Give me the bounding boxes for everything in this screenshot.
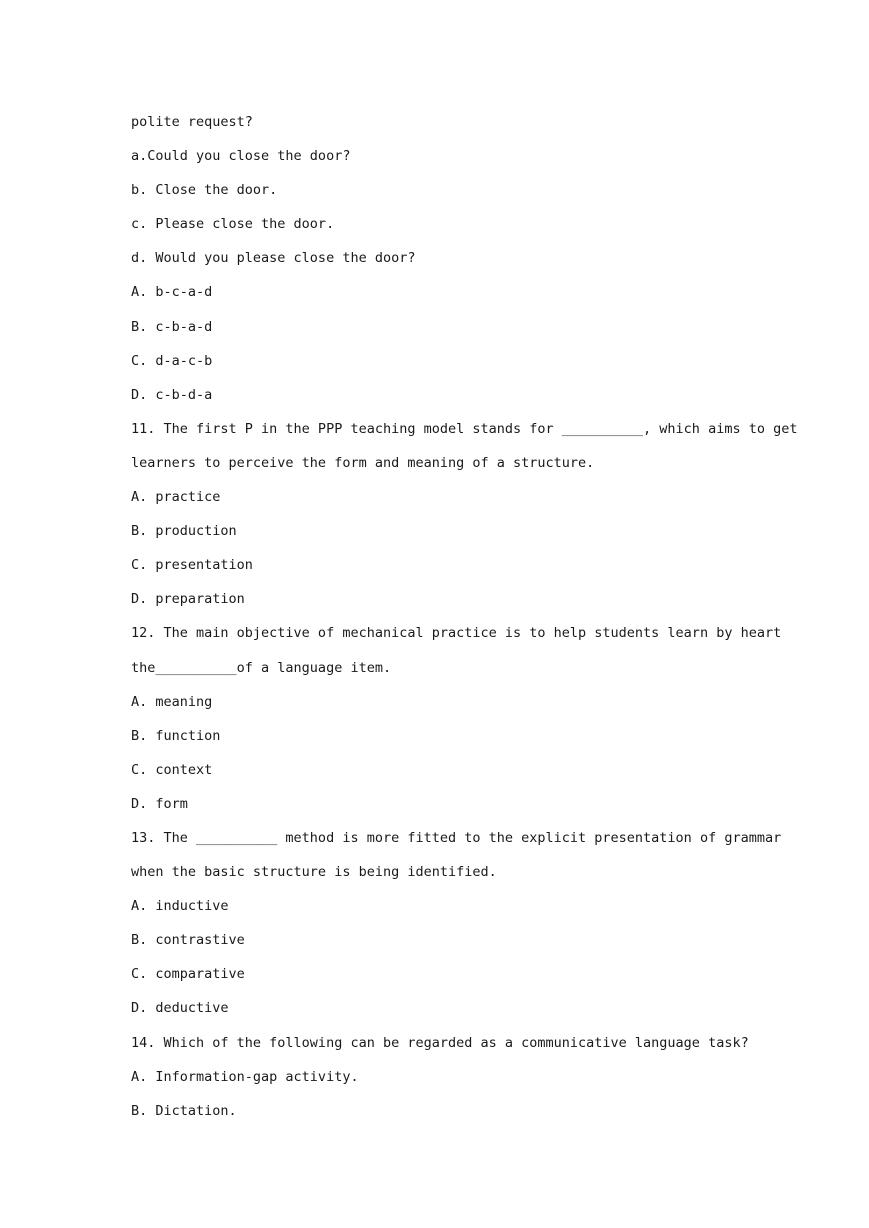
question-12-text-cont: the__________of a language item. (131, 659, 392, 676)
q12-option-d: D. form (131, 795, 188, 812)
option-b: B. c-b-a-d (131, 318, 213, 335)
q11-option-c: C. presentation (131, 557, 253, 574)
question-12-text: 12. The main objective of mechanical practice is to help students learn by heart (131, 625, 782, 642)
list-item-a: a.Could you close the door? (131, 148, 351, 165)
q14-option-b: B. Dictation. (131, 1102, 237, 1119)
q13-option-c: C. comparative (131, 966, 245, 983)
q12-option-c: C. context (131, 761, 213, 778)
question-11-text: 11. The first P in the PPP teaching model stands for __________, which aims to get (131, 420, 798, 437)
q11-option-a: A. practice (131, 489, 221, 506)
q13-option-a: A. inductive (131, 898, 229, 915)
list-item-c: c. Please close the door. (131, 216, 335, 233)
option-d: D. c-b-d-a (131, 386, 213, 403)
q14-option-a: A. Information-gap activity. (131, 1068, 359, 1085)
list-item-d: d. Would you please close the door? (131, 250, 416, 267)
option-c: C. d-a-c-b (131, 352, 213, 369)
q13-option-d: D. deductive (131, 1000, 229, 1017)
question-13-text: 13. The __________ method is more fitted to the explicit presentation of grammar (131, 829, 782, 846)
option-a: A. b-c-a-d (131, 284, 213, 301)
question-text: polite request? (131, 114, 253, 130)
q12-option-a: A. meaning (131, 693, 213, 710)
question-14-text: 14. Which of the following can be regarded as a communicative language task? (131, 1034, 749, 1051)
q13-option-b: B. contrastive (131, 932, 245, 949)
question-13-text-cont: when the basic structure is being identified. (131, 864, 497, 881)
q12-option-b: B. function (131, 727, 221, 744)
q11-option-b: B. production (131, 523, 237, 540)
document-page (131, 105, 798, 1128)
list-item-b: b. Close the door. (131, 182, 278, 199)
q11-option-d: D. preparation (131, 591, 245, 608)
question-11-text-cont: learners to perceive the form and meaning of a structure. (131, 454, 595, 471)
